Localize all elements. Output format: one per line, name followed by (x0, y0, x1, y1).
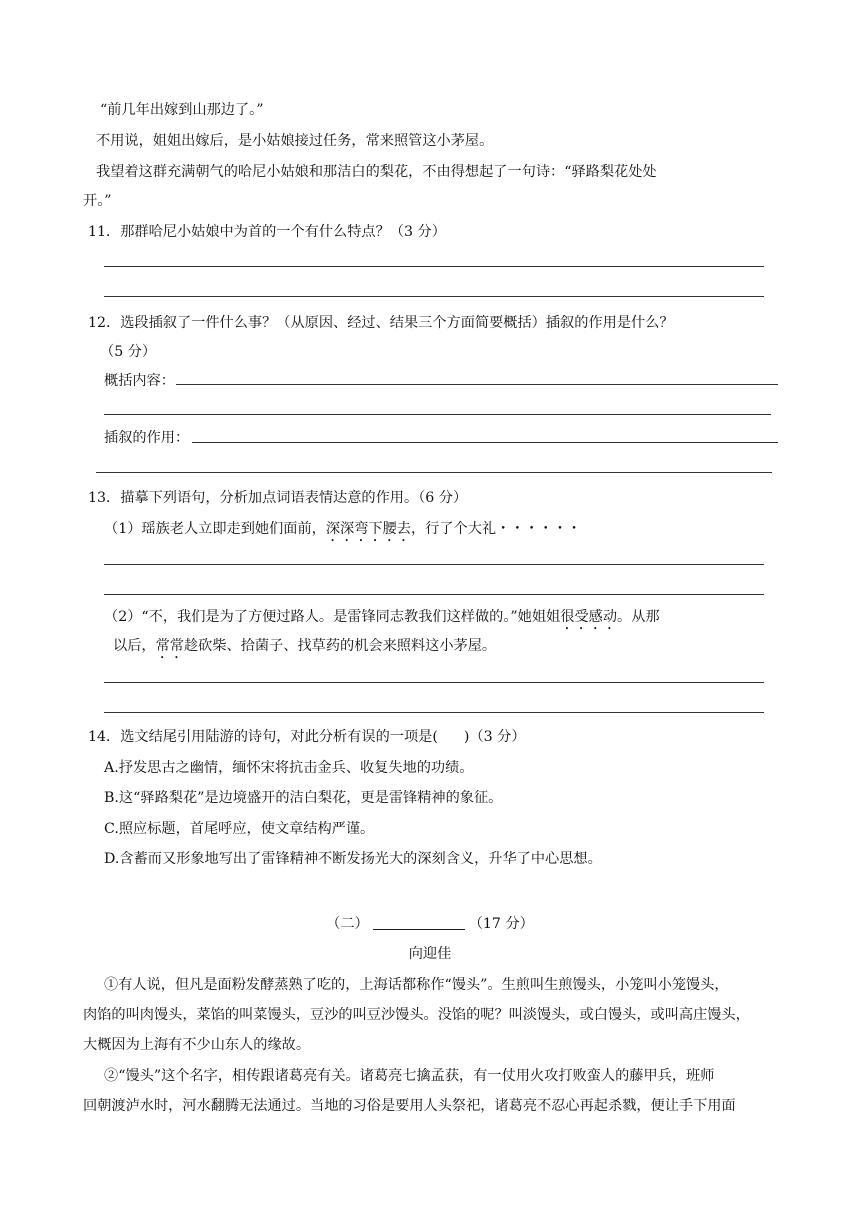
sentence-2-text: 。从那 (617, 609, 660, 625)
question-11: 11．那群哈尼小姑娘中为首的一个有什么特点？（3 分） (88, 224, 446, 240)
flashback-function-label: 插叙的作用： (104, 430, 190, 446)
sentence-2-text: （2）“不，我们是为了方便过路人。是雷锋同志教我们这样做的。”她姐姐 (104, 609, 561, 625)
paragraph-2-line: 回朝渡泸水时，河水翻腾无法通过。当地的习俗是要用人头祭祀，诸葛亮不忍心再起杀戮，便让手下用面 (83, 1098, 736, 1114)
answer-line[interactable] (104, 682, 764, 683)
answer-line[interactable] (176, 384, 778, 385)
question-13: 13．描摹下列语句，分析加点词语表情达意的作用。（6 分） (88, 490, 468, 506)
question-14-text: 14．选文结尾引用陆游的诗句，对此分析有误的一项是( (88, 729, 438, 745)
option-a: A.抒发思古之幽情，缅怀宋将抗击金兵、收复失地的功绩。 (104, 760, 474, 776)
section-2-title (0, 914, 860, 934)
option-d: D.含蓄而又形象地写出了雷锋精神不断发扬光大的深刻含义，升华了中心思想。 (104, 851, 602, 867)
answer-line[interactable] (104, 296, 764, 297)
answer-line[interactable] (104, 712, 764, 713)
question-12: 12．选段插叙了一件什么事？（从原因、经过、结果三个方面简要概括）插叙的作用是什么？ (88, 315, 674, 331)
story-line-2: 不用说，姐姐出嫁后，是小姑娘接过任务，常来照管这小茅屋。 (96, 133, 494, 149)
sentence-1 (104, 519, 581, 545)
answer-line[interactable] (104, 594, 764, 595)
dotted-phrase: 深深弯下腰去 (325, 521, 411, 537)
paragraph-1-line: 大概因为上海有不少山东人的缘故。 (83, 1037, 311, 1053)
title-blank[interactable] (373, 915, 465, 930)
question-14 (88, 727, 526, 747)
section-2-score: （17 分） (468, 916, 534, 932)
author: 向迎佳 (408, 946, 452, 962)
option-c: C.照应标题，首尾呼应，使文章结构严谨。 (104, 821, 375, 837)
story-line-4: 开。” (83, 193, 112, 209)
answer-line[interactable] (96, 472, 772, 473)
sentence-2 (104, 607, 660, 633)
answer-line[interactable] (104, 266, 764, 267)
question-14-score: )（3 分） (463, 729, 526, 745)
dotted-phrase: 很受感动 (560, 609, 618, 625)
sentence-2-cont (113, 636, 496, 662)
paragraph-1-line: ①有人说，但凡是面粉发酵蒸熟了吃的，上海话都称作“馒头”。生煎叫生煎馒头，小笼叫小笼馒头， (104, 977, 729, 993)
sentence-2-text: 趁砍柴、拾菌子、找草药的机会来照料这小茅屋。 (183, 638, 497, 654)
sentence-2-text: 以后， (113, 638, 156, 654)
dotted-phrase: 常常 (155, 638, 184, 654)
section-2-label: （二） (326, 916, 369, 932)
question-12-score: （5 分） (100, 344, 157, 360)
summary-label: 概括内容： (104, 373, 175, 389)
answer-line[interactable] (192, 442, 778, 443)
story-line-3: 我望着这群充满朝气的哈尼小姑娘和那洁白的梨花，不由得想起了一句诗：“驿路梨花处处 (96, 164, 657, 180)
story-line-1: “前几年出嫁到山那边了。” (100, 102, 264, 118)
answer-line[interactable] (104, 414, 771, 415)
sentence-1-text: （1）瑶族老人立即走到她们面前， (104, 521, 326, 537)
answer-line[interactable] (104, 564, 764, 565)
option-b: B.这“驿路梨花”是边境盛开的洁白梨花，更是雷锋精神的象征。 (104, 790, 503, 806)
paragraph-2-line: ②“馒头”这个名字，相传跟诸葛亮有关。诸葛亮七擒孟获，有一仗用火攻打败蛮人的藤甲兵，班师 (104, 1068, 715, 1084)
paragraph-1-line: 肉馅的叫肉馒头，菜馅的叫菜馒头，豆沙的叫豆沙馒头。没馅的呢？叫淡馒头，或白馒头，或叫高庄馒头， (83, 1007, 750, 1023)
sentence-1-text: ，行了个大礼・・・・・・ (410, 521, 582, 537)
